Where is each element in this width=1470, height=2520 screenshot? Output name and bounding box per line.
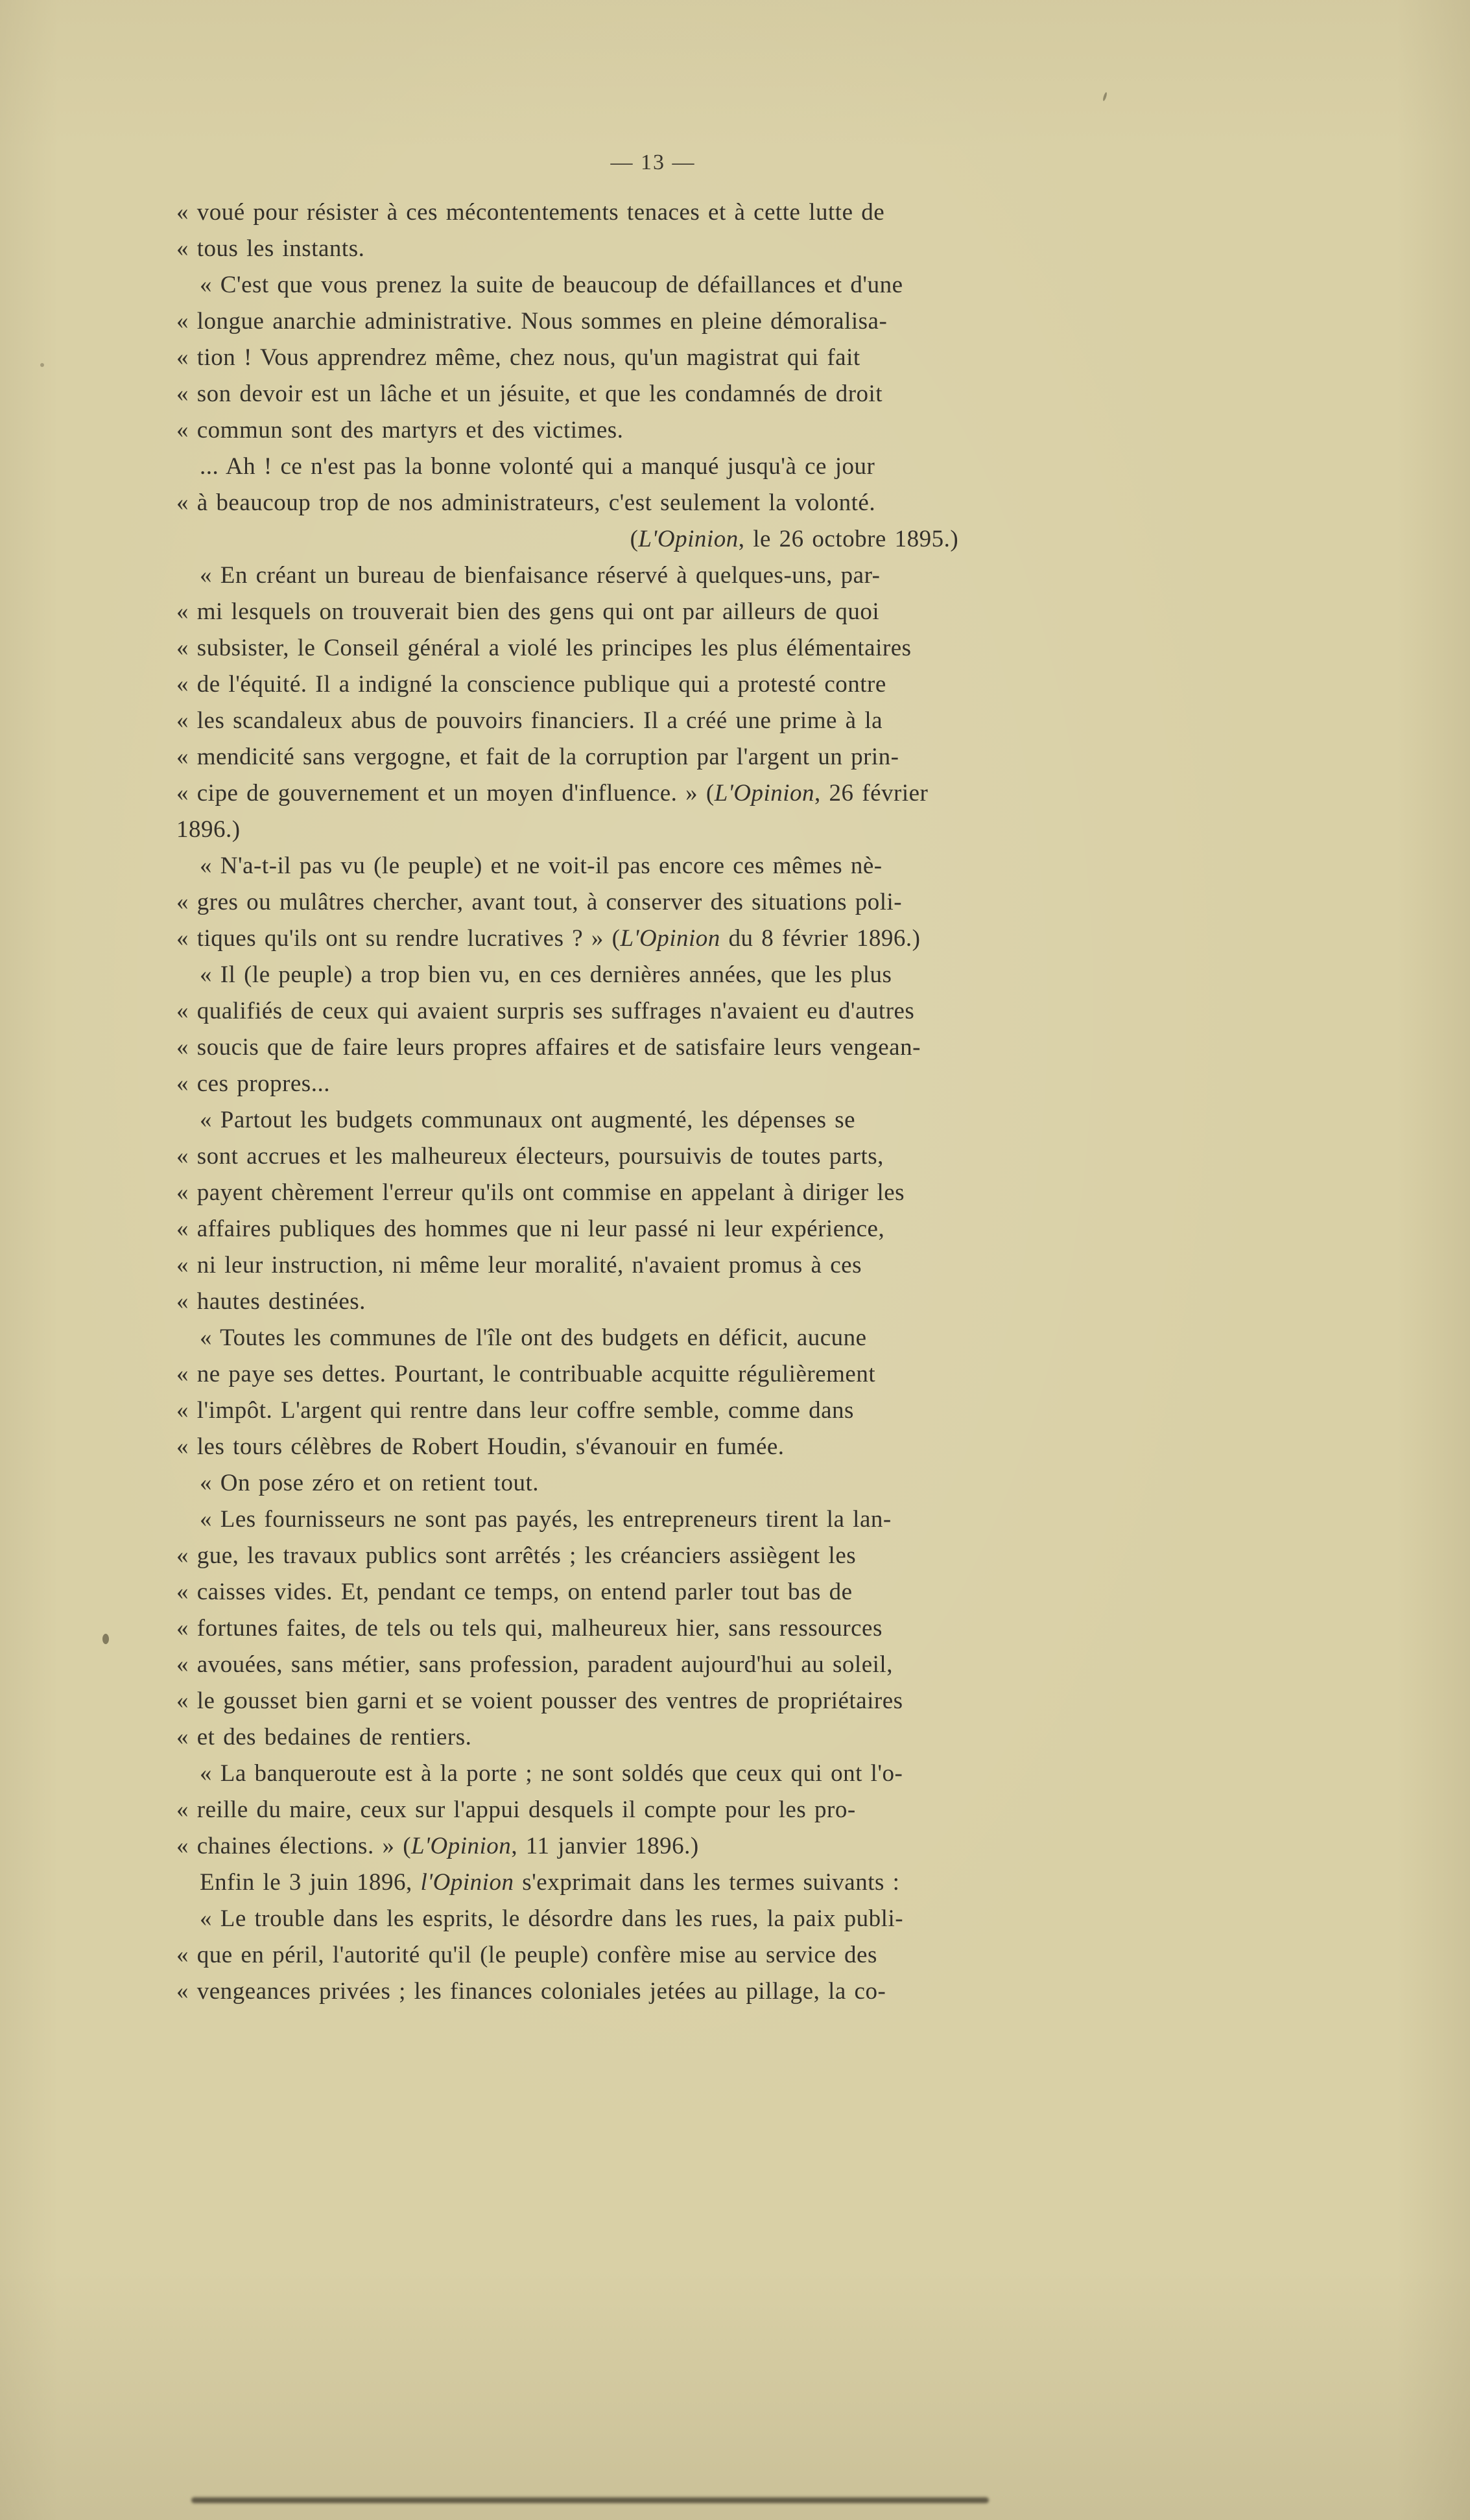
text-line [176, 1030, 1207, 1066]
text-line [176, 1356, 1207, 1393]
line-text: « son devoir est un lâche et un jésuite, et que les condamnés de droit [176, 381, 883, 407]
text-line [176, 303, 1207, 340]
italic-citation-text: L'Opinion [714, 780, 815, 807]
text-line [176, 267, 1207, 303]
line-text: « Il (le peuple) a trop bien vu, en ces dernières années, que les plus [200, 961, 892, 988]
text-line [176, 1429, 1207, 1465]
line-text: , 26 février [814, 780, 929, 807]
line-text: « les scandaleux abus de pouvoirs financiers. Il a créé une prime à la [176, 707, 883, 734]
text-line [176, 449, 1207, 485]
line-text: « commun sont des martyrs et des victimes. [176, 417, 624, 443]
line-text: « les tours célèbres de Robert Houdin, s'évanouir en fumée. [176, 1433, 785, 1460]
line-text: « Les fournisseurs ne sont pas payés, les entrepreneurs tirent la lan- [200, 1506, 892, 1533]
text-line [176, 775, 1207, 812]
line-text: « à beaucoup trop de nos administrateurs, c'est seulement la volonté. [176, 489, 876, 516]
text-line [176, 1973, 1207, 2010]
line-text: « chaines élections. » ( [176, 1833, 412, 1859]
italic-citation-text: L'Opinion [638, 526, 739, 552]
text-line [176, 1102, 1207, 1138]
text-line [176, 1284, 1207, 1320]
text-line [176, 993, 1207, 1030]
line-text: « que en péril, l'autorité qu'il (le peuple) confère mise au service des [176, 1942, 877, 1968]
line-text: Enfin le 3 juin 1896, [200, 1869, 421, 1896]
line-text: « reille du maire, ceux sur l'appui desquels il compte pour les pro- [176, 1796, 856, 1823]
line-text: « En créant un bureau de bienfaisance réservé à quelques-uns, par- [200, 562, 881, 589]
text-line [176, 957, 1207, 993]
line-text: « de l'équité. Il a indigné la conscience publique qui a protesté contre [176, 671, 886, 698]
line-text: , le 26 octobre 1895.) [738, 526, 959, 552]
line-text: « N'a-t-il pas vu (le peuple) et ne voit-il pas encore ces mêmes nè- [200, 853, 883, 879]
text-line [176, 1828, 1207, 1865]
page-number: — 13 — [610, 150, 696, 174]
text-line [176, 812, 1207, 848]
line-text: « soucis que de faire leurs propres affaires et de satisfaire leurs vengean- [176, 1034, 921, 1061]
line-text: s'exprimait dans les termes suivants : [514, 1869, 900, 1896]
text-line [176, 1719, 1207, 1756]
italic-citation-text: l'Opinion [420, 1869, 514, 1896]
text-line [176, 1247, 1207, 1284]
line-text: « subsister, le Conseil général a violé les principes les plus élémentaires [176, 635, 912, 661]
line-text: « fortunes faites, de tels ou tels qui, malheureux hier, sans ressources [176, 1615, 883, 1642]
line-text: « ne paye ses dettes. Pourtant, le contribuable acquitte régulièrement [176, 1361, 876, 1387]
text-line [176, 1574, 1207, 1610]
line-text: « vengeances privées ; les finances coloniales jetées au pillage, la co- [176, 1978, 886, 2005]
page-edge-shadow [191, 2497, 989, 2503]
line-text: « payent chèrement l'erreur qu'ils ont commise en appelant à diriger les [176, 1179, 905, 1206]
text-line [176, 594, 1207, 630]
line-text: « gres ou mulâtres chercher, avant tout, à conserver des situations poli- [176, 889, 903, 915]
text-line [176, 1393, 1207, 1429]
line-text: « Partout les budgets communaux ont augmenté, les dépenses se [200, 1107, 856, 1133]
line-text: « Toutes les communes de l'île ont des budgets en déficit, aucune [200, 1325, 867, 1351]
text-line [176, 1647, 1207, 1683]
line-text: ... Ah ! ce n'est pas la bonne volonté qui a manqué jusqu'à ce jour [200, 453, 875, 480]
text-line [176, 231, 1207, 267]
line-text: « tiques qu'ils ont su rendre lucratives ? » ( [176, 925, 621, 952]
text-line [176, 558, 1207, 594]
line-text: « affaires publiques des hommes que ni leur passé ni leur expérience, [176, 1216, 885, 1242]
line-text: du 8 février 1896.) [720, 925, 921, 952]
scan-speck [40, 363, 44, 367]
text-line [176, 884, 1207, 921]
text-line [176, 739, 1207, 775]
text-block [176, 194, 1207, 2010]
line-text: « et des bedaines de rentiers. [176, 1724, 472, 1750]
text-line [176, 1937, 1207, 1973]
line-text: « ni leur instruction, ni même leur moralité, n'avaient promus à ces [176, 1252, 862, 1278]
line-text: « qualifiés de ceux qui avaient surpris ses suffrages n'avaient eu d'autres [176, 998, 915, 1024]
line-text: « Le trouble dans les esprits, le désordre dans les rues, la paix publi- [200, 1905, 904, 1932]
line-text: , 11 janvier 1896.) [511, 1833, 699, 1859]
text-line [176, 848, 1207, 884]
text-line [176, 1756, 1207, 1792]
line-text: « voué pour résister à ces mécontentements tenaces et à cette lutte de [176, 199, 885, 226]
line-text: « caisses vides. Et, pendant ce temps, on entend parler tout bas de [176, 1579, 853, 1605]
line-text: « sont accrues et les malheureux électeurs, poursuivis de toutes parts, [176, 1143, 884, 1170]
text-line [176, 1138, 1207, 1175]
line-text: « tion ! Vous apprendrez même, chez nous, qu'un magistrat qui fait [176, 344, 860, 371]
text-line [176, 1465, 1207, 1501]
italic-citation-text: L'Opinion [411, 1833, 512, 1859]
text-line [176, 340, 1207, 376]
line-text: « l'impôt. L'argent qui rentre dans leur coffre semble, comme dans [176, 1397, 854, 1424]
text-line [176, 1610, 1207, 1647]
text-line [630, 521, 1207, 558]
text-line [176, 1501, 1207, 1538]
text-line [176, 1066, 1207, 1102]
line-text: « longue anarchie administrative. Nous sommes en pleine démoralisa- [176, 308, 888, 335]
line-text: « On pose zéro et on retient tout. [200, 1470, 539, 1496]
text-line [176, 666, 1207, 703]
text-line [176, 1538, 1207, 1574]
line-text: « le gousset bien garni et se voient pousser des ventres de propriétaires [176, 1688, 903, 1714]
line-text: « C'est que vous prenez la suite de beaucoup de défaillances et d'une [200, 272, 903, 298]
text-line [176, 1683, 1207, 1719]
line-text: « hautes destinées. [176, 1288, 366, 1315]
text-line [176, 703, 1207, 739]
text-line [176, 1320, 1207, 1356]
text-line [176, 1175, 1207, 1211]
text-line [176, 1792, 1207, 1828]
line-text: « mi lesquels on trouverait bien des gens qui ont par ailleurs de quoi [176, 598, 880, 625]
text-line [176, 412, 1207, 449]
text-line [176, 1211, 1207, 1247]
text-line [176, 485, 1207, 521]
scan-speck [102, 1634, 109, 1644]
line-text: « gue, les travaux publics sont arrêtés ; les créanciers assiègent les [176, 1542, 857, 1569]
line-text: « mendicité sans vergogne, et fait de la corruption par l'argent un prin- [176, 744, 899, 770]
line-text: « tous les instants. [176, 235, 365, 262]
italic-citation-text: L'Opinion [620, 925, 720, 952]
line-text: « cipe de gouvernement et un moyen d'influence. » ( [176, 780, 715, 807]
line-text: « ces propres... [176, 1070, 330, 1097]
text-line [176, 194, 1207, 231]
line-text: « avouées, sans métier, sans profession, paradent aujourd'hui au soleil, [176, 1651, 893, 1678]
line-text: ( [630, 526, 639, 552]
line-text: « La banqueroute est à la porte ; ne sont soldés que ceux qui ont l'o- [200, 1760, 903, 1787]
text-line [176, 1901, 1207, 1937]
text-line [176, 630, 1207, 666]
text-line [176, 376, 1207, 412]
scan-speck [1102, 92, 1108, 102]
text-line [176, 1865, 1207, 1901]
text-line [176, 921, 1207, 957]
line-text: 1896.) [176, 816, 241, 843]
